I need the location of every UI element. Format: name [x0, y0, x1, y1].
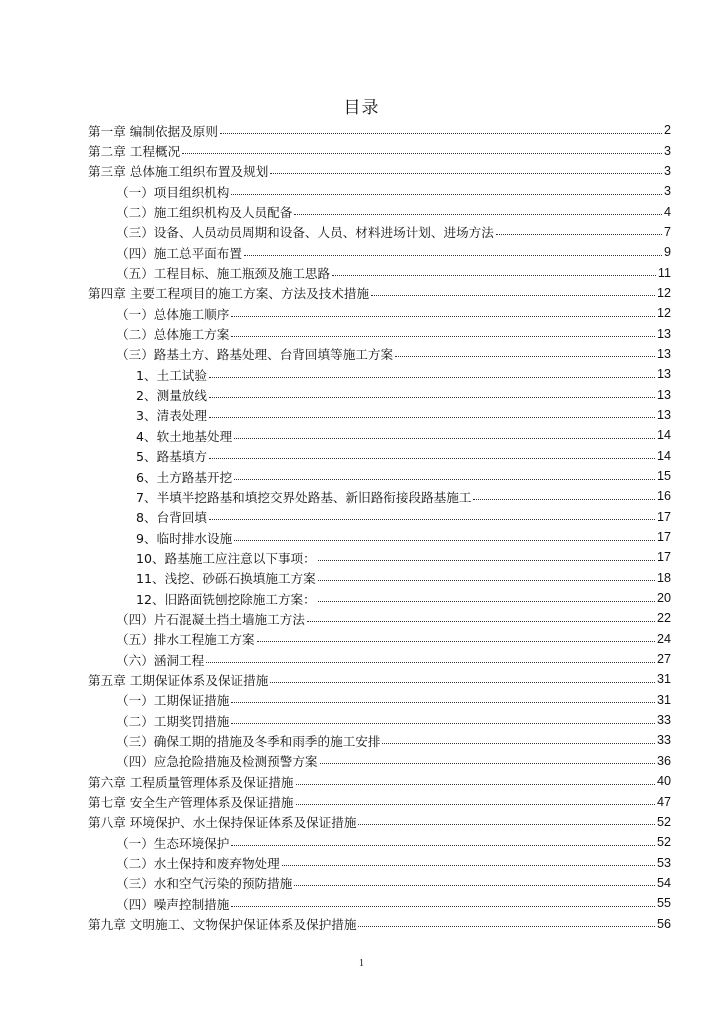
toc-entry-page: 47 [656, 794, 671, 809]
toc-entry-title: （三）确保工期的措施及冬季和雨季的施工安排 [116, 733, 381, 749]
toc-entry[interactable] [88, 730, 671, 750]
toc-entry[interactable] [88, 608, 671, 628]
toc-entry[interactable] [88, 568, 671, 588]
toc-dot-leader [358, 824, 655, 825]
toc-entry[interactable] [88, 222, 671, 242]
toc-dot-leader [231, 702, 655, 703]
toc-dot-leader [294, 885, 655, 886]
toc-entry-page: 56 [656, 916, 671, 931]
toc-entry-page: 12 [656, 285, 671, 300]
toc-entry-page: 13 [656, 346, 671, 361]
toc-entry-page: 54 [656, 875, 671, 890]
toc-dot-leader [270, 682, 655, 683]
toc-entry-page: 13 [656, 407, 671, 422]
toc-entry-page: 33 [656, 713, 671, 728]
toc-entry-page: 12 [656, 306, 671, 321]
toc-entry-title: 第二章 工程概况 [88, 144, 181, 160]
toc-entry[interactable] [88, 486, 671, 506]
toc-entry[interactable] [88, 893, 671, 913]
toc-dot-leader [234, 438, 655, 439]
toc-entry-title: （一）项目组织机构 [116, 184, 230, 200]
toc-entry[interactable] [88, 120, 671, 140]
toc-entry-title: （三）水和空气污染的预防措施 [116, 876, 293, 892]
table-of-contents [88, 120, 671, 934]
toc-dot-leader [209, 377, 655, 378]
toc-dot-leader [358, 926, 655, 927]
toc-entry-page: 2 [663, 123, 671, 138]
toc-entry-title: 第九章 文明施工、文物保护保证体系及保护措施 [88, 917, 357, 933]
toc-entry-page: 17 [656, 550, 671, 565]
toc-dot-leader [395, 356, 655, 357]
toc-entry[interactable] [88, 405, 671, 425]
toc-entry-title: 5、路基填方 [136, 449, 207, 465]
toc-entry-title: 第七章 安全生产管理体系及保证措施 [88, 795, 294, 811]
toc-dot-leader [231, 906, 655, 907]
toc-dot-leader [270, 173, 662, 174]
toc-entry[interactable] [88, 140, 671, 160]
toc-entry[interactable] [88, 873, 671, 893]
toc-entry[interactable] [88, 852, 671, 872]
toc-entry[interactable] [88, 812, 671, 832]
toc-entry[interactable] [88, 466, 671, 486]
toc-entry-page: 40 [656, 774, 671, 789]
toc-entry-title: 1、土工试验 [136, 367, 207, 383]
toc-entry-title: （二）水土保持和废弃物处理 [116, 856, 280, 872]
toc-entry-title: （三）设备、人员动员周期和设备、人员、材料进场计划、进场方法 [116, 225, 494, 241]
toc-entry[interactable] [88, 527, 671, 547]
toc-entry-title: 7、半填半挖路基和填挖交界处路基、新旧路衔接段路基施工 [136, 489, 472, 505]
toc-entry-title: 第三章 总体施工组织布置及规划 [88, 164, 269, 180]
toc-entry-page: 3 [663, 184, 671, 199]
toc-dot-leader [231, 723, 655, 724]
toc-entry[interactable] [88, 242, 671, 262]
toc-entry-page: 31 [656, 692, 671, 707]
toc-dot-leader [206, 662, 655, 663]
toc-entry-page: 3 [663, 143, 671, 158]
toc-entry-title: （三）路基土方、路基处理、台背回填等施工方案 [116, 347, 394, 363]
toc-entry-title: （二）施工组织机构及人员配备 [116, 205, 293, 221]
toc-entry-page: 13 [656, 326, 671, 341]
toc-entry-title: （四）应急抢险措施及检测预警方案 [116, 754, 318, 770]
toc-entry[interactable] [88, 547, 671, 567]
toc-entry[interactable] [88, 446, 671, 466]
toc-dot-leader [473, 499, 655, 500]
toc-entry[interactable] [88, 283, 671, 303]
toc-entry-title: 第六章 工程质量管理体系及保证措施 [88, 774, 294, 790]
toc-entry-title: （五）排水工程施工方案 [116, 632, 255, 648]
toc-dot-leader [282, 865, 655, 866]
toc-entry-title: 2、测量放线 [136, 388, 207, 404]
toc-entry[interactable] [88, 384, 671, 404]
toc-dot-leader [320, 763, 655, 764]
toc-dot-leader [318, 560, 655, 561]
toc-entry[interactable] [88, 323, 671, 343]
toc-entry-title: 第一章 编制依据及原则 [88, 123, 218, 139]
toc-entry-title: 3、清表处理 [136, 408, 207, 424]
toc-entry-page: 9 [663, 245, 671, 260]
toc-entry-page: 13 [656, 367, 671, 382]
toc-dot-leader [257, 641, 655, 642]
page-title: 目录 [343, 98, 380, 118]
toc-entry-title: （一）总体施工顺序 [116, 306, 230, 322]
toc-entry-page: 31 [656, 672, 671, 687]
toc-dot-leader [231, 845, 655, 846]
toc-entry[interactable] [88, 629, 671, 649]
toc-entry[interactable] [88, 791, 671, 811]
toc-dot-leader [209, 397, 655, 398]
toc-entry-page: 22 [656, 611, 671, 626]
toc-entry-title: （二）工期奖罚措施 [116, 713, 230, 729]
toc-entry-page: 11 [657, 265, 671, 280]
toc-entry[interactable] [88, 161, 671, 181]
toc-dot-leader [318, 580, 655, 581]
toc-entry-title: 第四章 主要工程项目的施工方案、方法及技术措施 [88, 286, 370, 302]
toc-entry[interactable] [88, 588, 671, 608]
toc-dot-leader [231, 336, 655, 337]
toc-entry-page: 7 [663, 224, 671, 239]
toc-entry[interactable] [88, 690, 671, 710]
toc-dot-leader [209, 458, 655, 459]
toc-entry[interactable] [88, 751, 671, 771]
toc-entry[interactable] [88, 425, 671, 445]
toc-entry[interactable] [88, 669, 671, 689]
toc-entry-page: 3 [663, 163, 671, 178]
toc-entry-page: 14 [656, 428, 671, 443]
toc-entry-page: 13 [656, 387, 671, 402]
toc-entry-page: 53 [656, 855, 671, 870]
toc-dot-leader [234, 479, 655, 480]
toc-entry[interactable] [88, 649, 671, 669]
toc-entry-page: 20 [656, 591, 671, 606]
toc-entry-title: 4、软土地基处理 [136, 428, 233, 444]
toc-entry[interactable] [88, 181, 671, 201]
toc-entry-page: 24 [656, 631, 671, 646]
toc-entry-page: 17 [656, 509, 671, 524]
toc-entry-title: （一）工期保证措施 [116, 693, 230, 709]
toc-entry[interactable] [88, 262, 671, 282]
toc-entry-page: 17 [656, 530, 671, 545]
toc-dot-leader [231, 316, 655, 317]
toc-dot-leader [296, 804, 655, 805]
toc-dot-leader [244, 255, 662, 256]
toc-dot-leader [209, 417, 655, 418]
toc-dot-leader [220, 133, 662, 134]
toc-entry-title: 8、台背回填 [136, 510, 207, 526]
toc-entry-title: （一）生态环境保护 [116, 835, 230, 851]
toc-dot-leader [371, 295, 655, 296]
toc-dot-leader [209, 519, 655, 520]
page-number: 1 [359, 958, 364, 969]
toc-dot-leader [234, 540, 655, 541]
toc-entry-title: 6、土方路基开挖 [136, 469, 233, 485]
toc-entry[interactable] [88, 364, 671, 384]
toc-entry-page: 16 [656, 489, 671, 504]
toc-entry[interactable] [88, 771, 671, 791]
toc-entry[interactable] [88, 832, 671, 852]
toc-entry-title: 10、路基施工应注意以下事项： [136, 550, 316, 566]
toc-entry-page: 55 [656, 896, 671, 911]
toc-entry-page: 52 [656, 814, 671, 829]
toc-entry-title: 12、旧路面铣刨挖除施工方案： [136, 591, 316, 607]
toc-entry-title: （四）噪声控制措施 [116, 896, 230, 912]
toc-entry[interactable] [88, 913, 671, 933]
toc-entry[interactable] [88, 507, 671, 527]
toc-entry-title: （五）工程目标、施工瓶颈及施工思路 [116, 266, 331, 282]
toc-entry[interactable] [88, 710, 671, 730]
toc-entry[interactable] [88, 344, 671, 364]
toc-entry[interactable] [88, 303, 671, 323]
toc-dot-leader [231, 194, 662, 195]
toc-entry-page: 52 [656, 835, 671, 850]
toc-dot-leader [496, 234, 662, 235]
toc-entry-page: 4 [663, 204, 671, 219]
toc-dot-leader [332, 275, 656, 276]
toc-dot-leader [382, 743, 655, 744]
toc-entry[interactable] [88, 201, 671, 221]
toc-dot-leader [296, 784, 655, 785]
toc-entry-title: （四）片石混凝土挡土墙施工方法 [116, 611, 305, 627]
toc-entry-title: （四）施工总平面布置 [116, 245, 242, 261]
toc-entry-page: 18 [656, 570, 671, 585]
toc-entry-title: 9、临时排水设施 [136, 530, 233, 546]
toc-entry-page: 15 [656, 469, 671, 484]
toc-entry-title: 第八章 环境保护、水土保持保证体系及保证措施 [88, 815, 357, 831]
toc-dot-leader [294, 214, 662, 215]
toc-entry-title: 第五章 工期保证体系及保证措施 [88, 672, 269, 688]
toc-dot-leader [318, 601, 655, 602]
toc-dot-leader [307, 621, 655, 622]
toc-entry-title: （六）涵洞工程 [116, 652, 205, 668]
toc-entry-page: 14 [656, 448, 671, 463]
toc-entry-page: 27 [656, 652, 671, 667]
toc-entry-title: 11、浅挖、砂砾石换填施工方案 [136, 571, 316, 587]
toc-entry-page: 33 [656, 733, 671, 748]
toc-dot-leader [182, 153, 662, 154]
toc-entry-title: （二）总体施工方案 [116, 327, 230, 343]
toc-entry-page: 36 [656, 753, 671, 768]
